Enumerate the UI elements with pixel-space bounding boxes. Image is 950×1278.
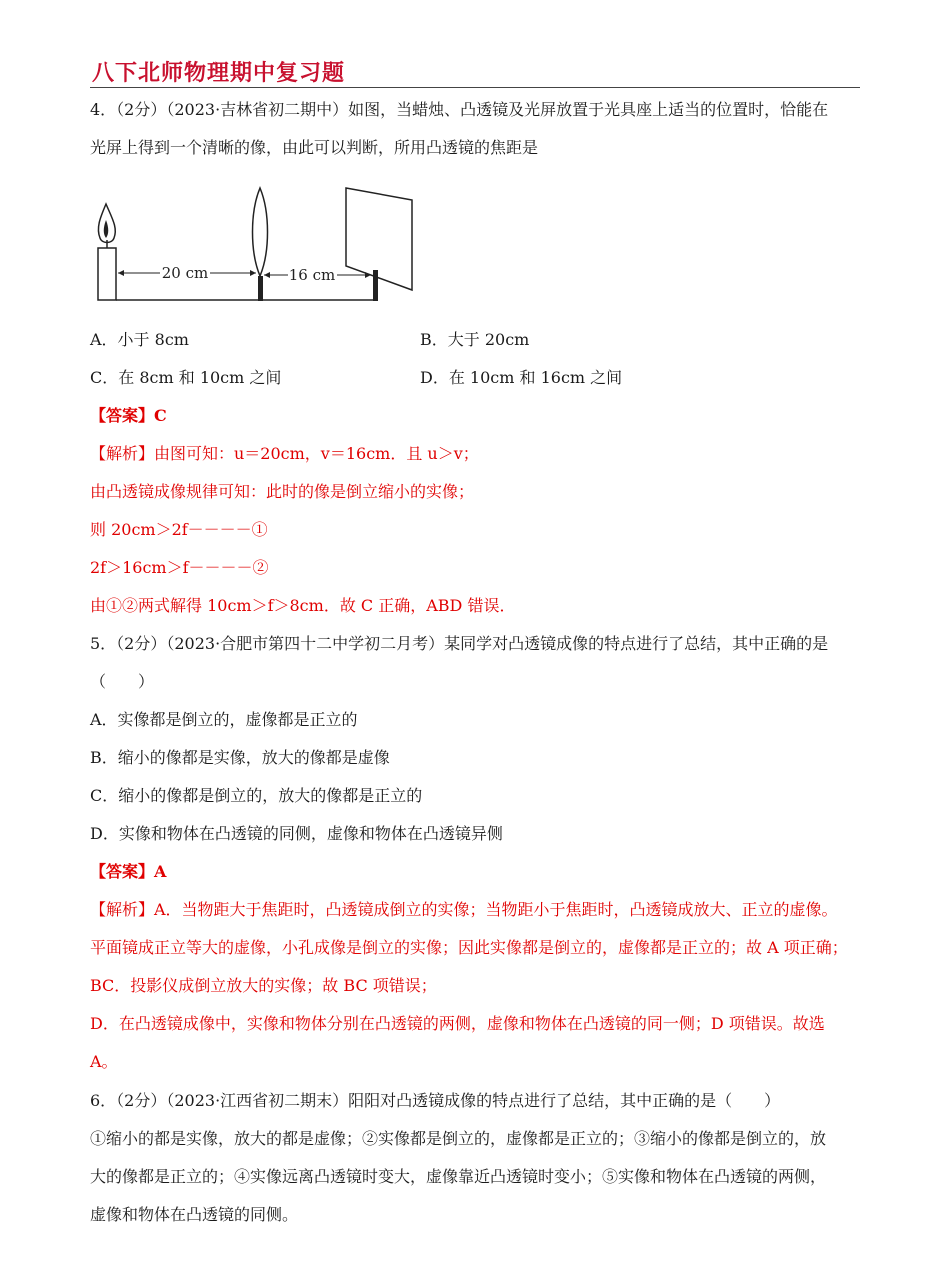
- q5-answer: 【答案】A: [90, 862, 167, 881]
- q4-option-b: B．大于 20cm: [420, 330, 530, 349]
- header-divider: [90, 87, 860, 88]
- q5-option-a: A．实像都是倒立的，虚像都是正立的: [90, 710, 358, 729]
- distance-label-object: 20 cm: [161, 264, 209, 282]
- q5-option-d: D．实像和物体在凸透镜的同侧，虚像和物体在凸透镜异侧: [90, 824, 503, 843]
- q6-stem-line4: 虚像和物体在凸透镜的同侧。: [90, 1205, 299, 1224]
- q5-option-c: C．缩小的像都是倒立的，放大的像都是正立的: [90, 786, 423, 805]
- convex-lens: [253, 188, 268, 276]
- q5-analysis-4: D．在凸透镜成像中，实像和物体分别在凸透镜的两侧，虚像和物体在凸透镜的同一侧；D 项错误。故选: [90, 1014, 825, 1033]
- candle-body: [98, 248, 116, 300]
- optical-bench-figure: [90, 182, 430, 312]
- q5-stem-line2: （ ）: [90, 672, 155, 691]
- q4-stem-line1: 4．（2分）（2023·吉林省初二期中）如图，当蜡烛、凸透镜及光屏放置于光具座上适当的位置时，恰能在: [90, 100, 829, 119]
- q4-stem-line2: 光屏上得到一个清晰的像，由此可以判断，所用凸透镜的焦距是: [90, 138, 539, 157]
- distance-label-image: 16 cm: [288, 266, 336, 284]
- q5-stem-line1: 5．（2分）（2023·合肥市第四十二中学初二月考）某同学对凸透镜成像的特点进行了总结，其中正确的是: [90, 634, 829, 653]
- q4-option-a: A．小于 8cm: [90, 330, 189, 349]
- q4-option-d: D．在 10cm 和 16cm 之间: [420, 368, 623, 387]
- q5-option-b: B．缩小的像都是实像，放大的像都是虚像: [90, 748, 390, 767]
- q4-answer: 【答案】C: [90, 406, 167, 425]
- q4-analysis-3: 则 20cm＞2f－－－－①: [90, 520, 268, 539]
- q6-stem-line3: 大的像都是正立的；④实像远离凸透镜时变大，虚像靠近凸透镜时变小；⑤实像和物体在凸透镜的两侧，: [90, 1167, 827, 1186]
- q4-option-c: C．在 8cm 和 10cm 之间: [90, 368, 282, 387]
- q5-analysis-5: A。: [90, 1052, 118, 1071]
- q4-analysis-2: 由凸透镜成像规律可知：此时的像是倒立缩小的实像；: [90, 482, 475, 501]
- q4-analysis-5: 由①②两式解得 10cm＞f＞8cm．故 C 正确，ABD 错误．: [90, 596, 516, 615]
- q6-stem-line2: ①缩小的都是实像，放大的都是虚像；②实像都是倒立的，虚像都是正立的；③缩小的像都是倒立的，放: [90, 1129, 827, 1148]
- q5-analysis-2: 平面镜成正立等大的虚像，小孔成像是倒立的实像；因此实像都是倒立的，虚像都是正立的；故 A 项正确；: [90, 938, 848, 957]
- q4-analysis-1: 【解析】由图可知：u＝20cm，v＝16cm．且 u＞v；: [90, 444, 479, 463]
- q5-analysis-1: 【解析】A．当物距大于焦距时，凸透镜成倒立的实像；当物距小于焦距时，凸透镜成放大、正立的虚像。: [90, 900, 838, 919]
- page-title: 八下北师物理期中复习题: [92, 61, 346, 86]
- q5-analysis-3: BC．投影仪成倒立放大的实像；故 BC 项错误；: [90, 976, 437, 995]
- q4-analysis-4: 2f＞16cm＞f－－－－②: [90, 558, 269, 577]
- q6-stem-line1: 6．（2分）（2023·江西省初二期末）阳阳对凸透镜成像的特点进行了总结，其中正确的是（ ）: [90, 1091, 781, 1110]
